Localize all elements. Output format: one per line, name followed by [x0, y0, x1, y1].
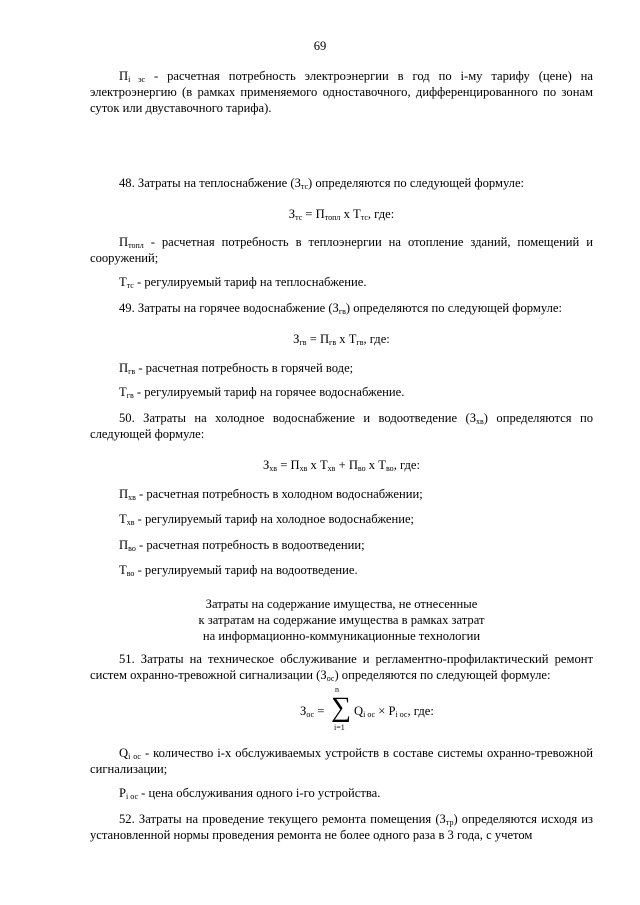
section-heading: Затраты на содержание имущества, не отнесенные к затратам на содержание имущества в рамках затрат на информационно-коммуникационные технологии: [198, 597, 485, 643]
item-51-def-q: $Q_{i ос}$ - количество i-х обслуживаемых устройств в составе системы охранно-тревожной сигнализации;: [90, 746, 593, 776]
formula-48: $З_{тс} = П_{топл}$ х $Т_{тс}$, где:: [288, 207, 395, 222]
item-48-intro: 48. Затраты на теплоснабжение $(З_{тс})$ определяются по следующей формуле:: [119, 176, 525, 191]
item-50-def-p-hv: $П_{хв}$ - расчетная потребность в холодном водоснабжении;: [119, 487, 423, 502]
formula-49: $З_{гв} = П_{гв}$ х $Т_{гв}$, где:: [293, 332, 390, 347]
item-52-intro: 52. Затраты на проведение текущего ремонта помещения $(З_{тр})$ определяются исходя из установленной нормы проведения ремонта не более одного раза в 3 года, с учетом: [90, 812, 593, 842]
item-49-def-t: $Т_{гв}$ - регулируемый тариф на горячее водоснабжение.: [119, 385, 405, 400]
page-number: 69: [313, 39, 327, 53]
item-48-def-t: $Т_{тс}$ - регулируемый тариф на теплоснабжение.: [119, 275, 367, 290]
item-49-intro: 49. Затраты на горячее водоснабжение $(З_{гв})$ определяются по следующей формуле:: [119, 301, 562, 316]
p-ec-definition: $П_{i эс}$ - расчетная потребность электроэнергии в год по i-му тарифу (цене) на электроэнергию (в рамках применяемого одноставочного, дифференцированного по зонам суток или двуставочного тарифа).: [90, 69, 593, 115]
item-50-intro: 50. Затраты на холодное водоснабжение и водоотведение $(З_{хв})$ определяются по следующей формуле:: [90, 411, 593, 441]
item-50-def-t-hv: $Т_{хв}$ - регулируемый тариф на холодное водоснабжение;: [119, 512, 415, 527]
item-50-def-t-vo: $Т_{во}$ - регулируемый тариф на водоотведение.: [119, 563, 358, 578]
item-51-intro: 51. Затраты на техническое обслуживание и регламентно-профилактический ремонт систем охранно-тревожной сигнализации $(З_{ос})$ определяются по следующей формуле:: [90, 652, 593, 683]
formula-51: $З_{ос}$ = n ∑ i=1 $Q_{i ос} \times P_{i ос}$, где:: [300, 685, 434, 732]
item-48-def-p: $П_{топл}$ - расчетная потребность в теплоэнергии на отопление зданий, помещений и сооружений;: [90, 235, 593, 265]
item-50-def-p-vo: $П_{во}$ - расчетная потребность в водоотведении;: [119, 538, 365, 553]
item-49-def-p: $П_{гв}$ - расчетная потребность в горячей воде;: [119, 361, 354, 376]
item-51-def-p: $P_{i ос}$ - цена обслуживания одного i-го устройства.: [119, 786, 381, 801]
formula-50: $З_{хв} = П_{хв}$ х $Т_{хв} + П_{во}$ х $Т_{во}$, где:: [262, 458, 421, 473]
summation-sign: ∑: [331, 692, 351, 723]
